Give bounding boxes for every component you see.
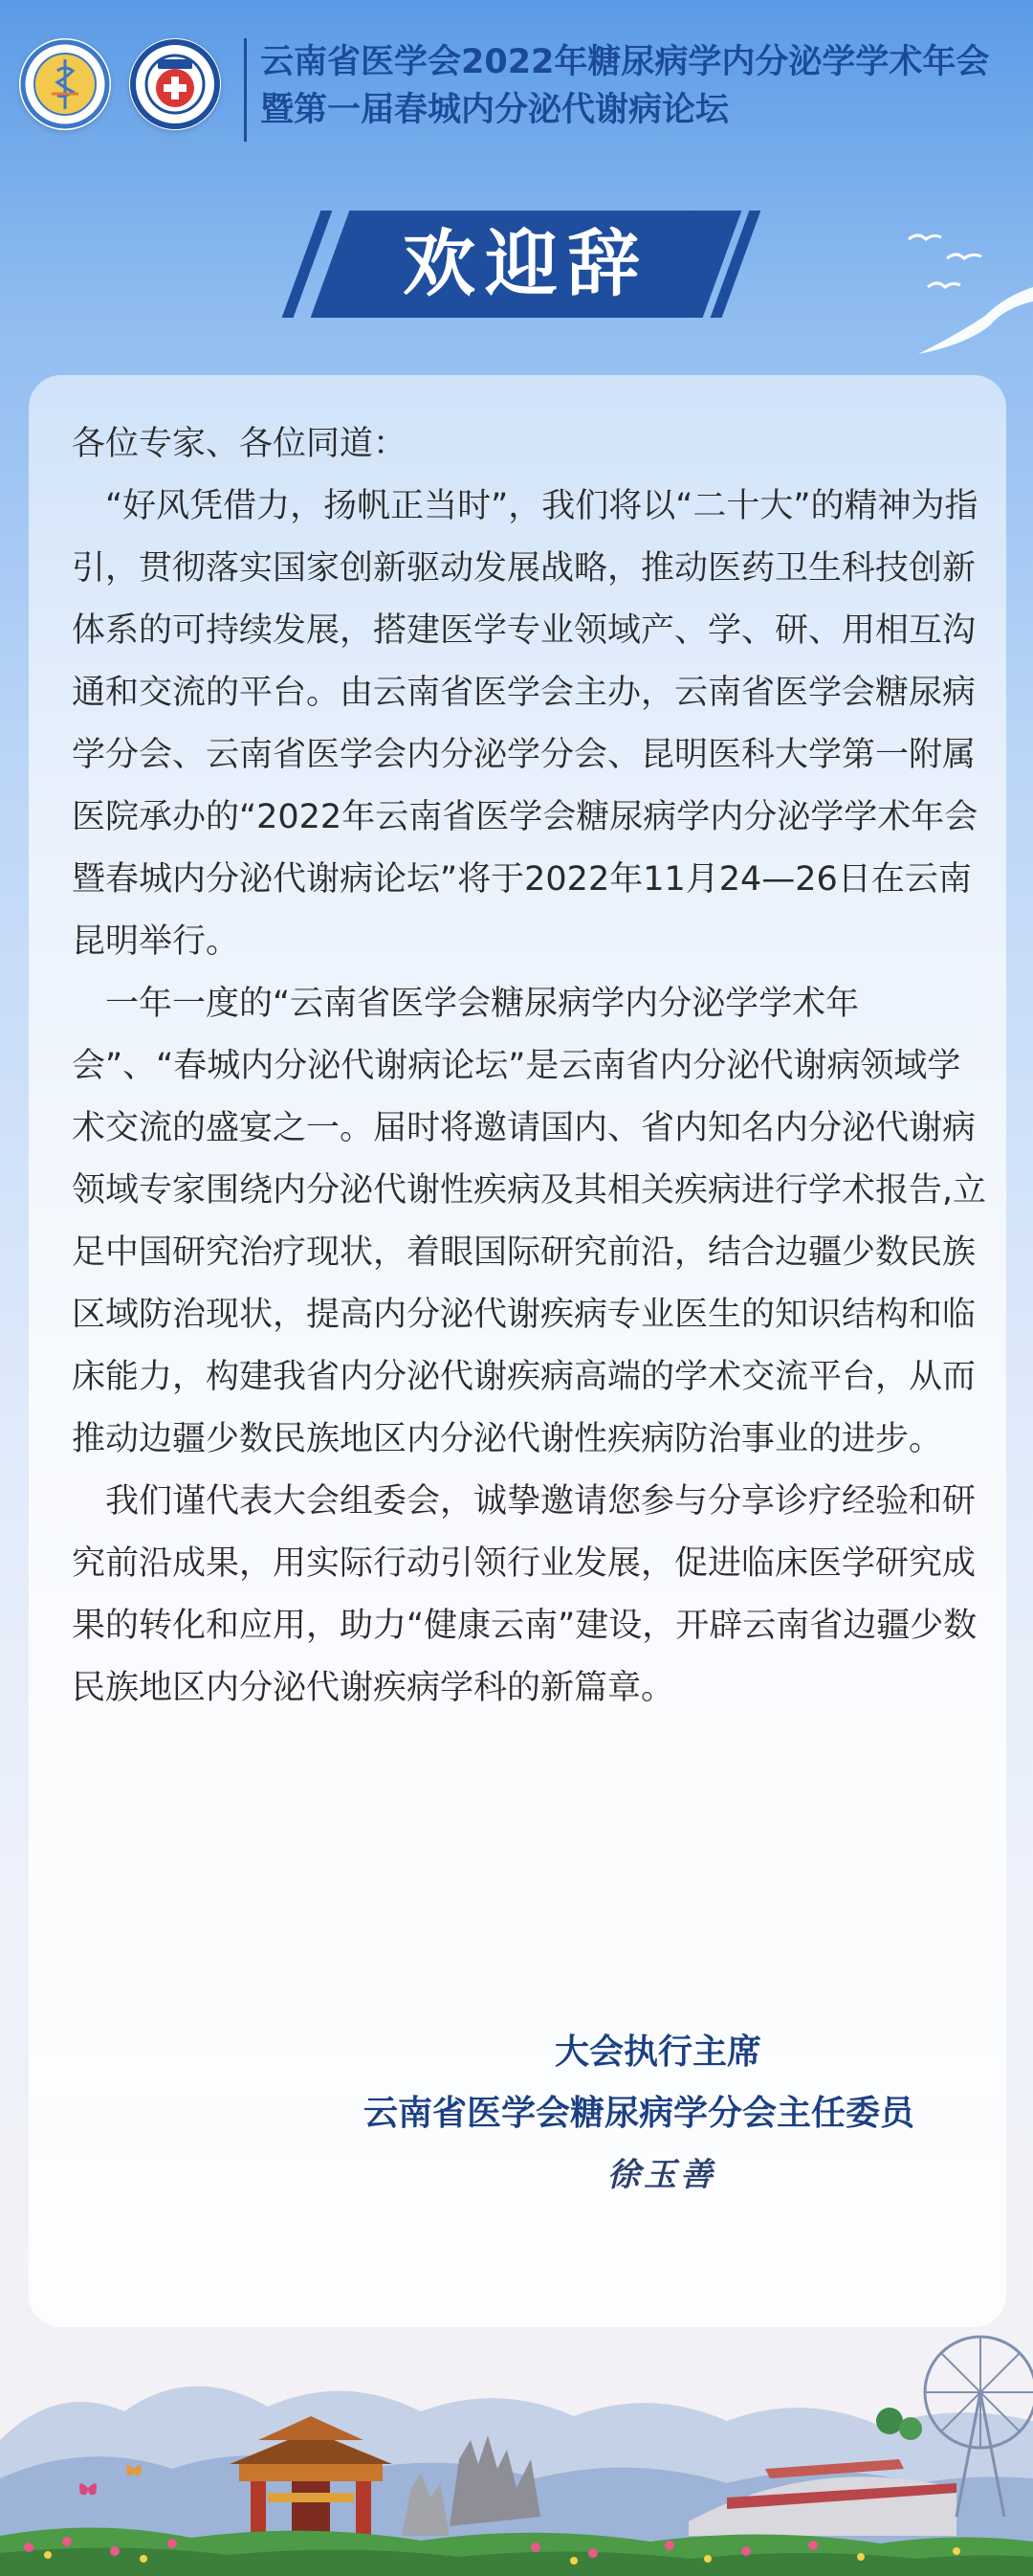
letter-paragraph-3: 我们谨代表大会组委会，诚挚邀请您参与分享诊疗经验和研究前沿成果，用实际行动引领行业发展，促进临床医学研究成果的转化和应用，助力“健康云南”建设，开辟云南省边疆少数民族地区内分泌代谢疾病学科的新篇章。 <box>72 1482 978 1707</box>
header-divider <box>244 38 247 142</box>
letter-paragraph-1: “好风凭借力，扬帆正当时”，我们将以“二十大”的精神为指引，贯彻落实国家创新驱动发展战略，推动医药卫生科技创新体系的可持续发展，搭建医学专业领域产、学、研、用相互沟通和交流的平台。由云南省医学会主办，云南省医学会糖尿病学分会、云南省医学会内分泌学分会、昆明医科大学第一附属医院承办的“2022年云南省医学会糖尿病学内分泌学学术年会暨春城内分泌代谢病论坛”将于2022年11月24—26日在云南昆明举行。 <box>72 487 978 961</box>
letter-greeting: 各位专家、各位同道： <box>72 425 407 463</box>
first-affiliated-hospital-logo <box>129 38 221 130</box>
signature-org: 云南省医学会糖尿病学分会主任委员 <box>363 2094 915 2133</box>
signature-name: 徐玉善 <box>607 2156 716 2194</box>
signature-role: 大会执行主席 <box>555 2032 762 2072</box>
banner-title: 欢迎辞 <box>403 221 649 306</box>
kunming-scenery-illustration <box>0 2297 1033 2576</box>
header <box>0 0 1033 144</box>
seagull-icon <box>890 230 1033 392</box>
conference-title-line1: 云南省医学会2022年糖尿病学内分泌学学术年会 <box>260 43 990 81</box>
letter-paragraph-2: 一年一度的“云南省医学会糖尿病学内分泌学学术年会”、“春城内分泌代谢病论坛”是云南省内分泌代谢病领域学术交流的盛宴之一。届时将邀请国内、省内知名内分泌代谢病领域专家围绕内分泌代谢性疾病及其相关疾病进行学术报告,立足中国研究治疗现状，着眼国际研究前沿，结合边疆少数民族区域防治现状，提高内分泌代谢疾病专业医生的知识结构和临床能力，构建我省内分泌代谢疾病高端的学术交流平台，从而推动边疆少数民族地区内分泌代谢性疾病防治事业的进步。 <box>72 985 987 1458</box>
conference-title-line2: 暨第一届春城内分泌代谢病论坛 <box>260 91 730 129</box>
welcome-letter <box>72 413 990 1720</box>
yunnan-medical-association-logo <box>19 38 111 130</box>
welcome-banner <box>292 211 751 318</box>
conference-title <box>260 38 1025 134</box>
